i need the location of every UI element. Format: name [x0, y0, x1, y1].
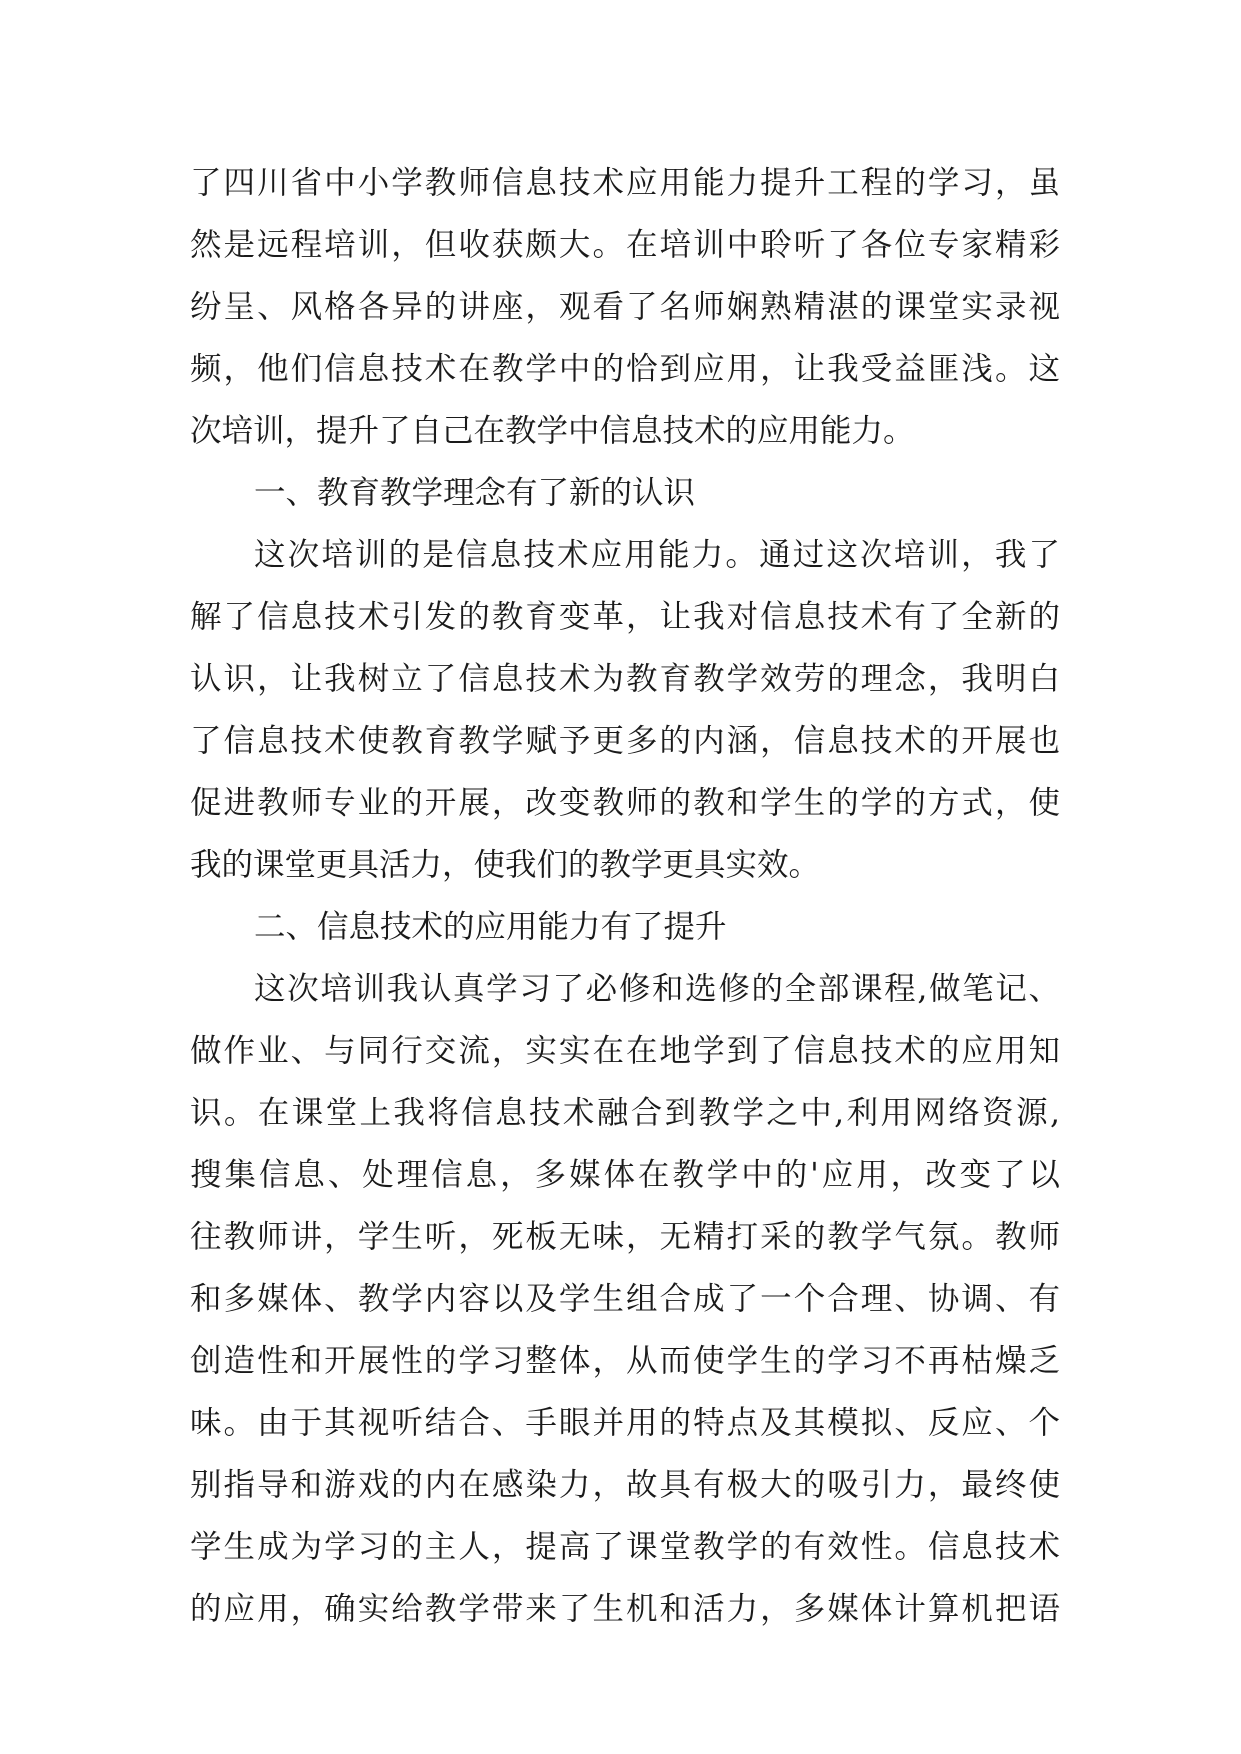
text-line: 别指导和游戏的内在感染力，故具有极大的吸引力，最终使 — [190, 1467, 1060, 1503]
text-line: 往教师讲，学生听，死板无味，无精打采的教学气氛。教师 — [190, 1219, 1060, 1255]
text-line: 次培训，提升了自己在教学中信息技术的应用能力。 — [190, 413, 915, 449]
text-line: 认识，让我树立了信息技术为教育教学效劳的理念，我明白 — [190, 661, 1060, 697]
text-line: 这次培训我认真学习了必修和选修的全部课程,做笔记、 — [254, 971, 1060, 1007]
text-line: 的应用，确实给教学带来了生机和活力，多媒体计算机把语 — [190, 1591, 1060, 1627]
text-line: 然是远程培训，但收获颇大。在培训中聆听了各位专家精彩 — [190, 227, 1060, 263]
text-line: 解了信息技术引发的教育变革，让我对信息技术有了全新的 — [190, 599, 1060, 635]
text-line: 味。由于其视听结合、手眼并用的特点及其模拟、反应、个 — [190, 1405, 1060, 1441]
text-line: 识。在课堂上我将信息技术融合到教学之中,利用网络资源, — [190, 1095, 1060, 1131]
text-line: 学生成为学习的主人，提高了课堂教学的有效性。信息技术 — [190, 1529, 1060, 1565]
text-line: 促进教师专业的开展，改变教师的教和学生的学的方式，使 — [190, 785, 1060, 821]
section-heading: 二、信息技术的应用能力有了提升 — [254, 909, 727, 945]
text-line: 搜集信息、处理信息，多媒体在教学中的'应用，改变了以 — [190, 1157, 1060, 1193]
text-line: 了四川省中小学教师信息技术应用能力提升工程的学习，虽 — [190, 165, 1060, 201]
document-body — [190, 152, 1060, 1640]
section-heading: 一、教育教学理念有了新的认识 — [254, 475, 696, 511]
text-line: 和多媒体、教学内容以及学生组合成了一个合理、协调、有 — [190, 1281, 1060, 1317]
text-line: 这次培训的是信息技术应用能力。通过这次培训，我了 — [254, 537, 1060, 573]
text-line: 我的课堂更具活力，使我们的教学更具实效。 — [190, 847, 821, 883]
text-line: 纷呈、风格各异的讲座，观看了名师娴熟精湛的课堂实录视 — [190, 289, 1060, 325]
text-line: 做作业、与同行交流，实实在在地学到了信息技术的应用知 — [190, 1033, 1060, 1069]
text-line: 创造性和开展性的学习整体，从而使学生的学习不再枯燥乏 — [190, 1343, 1060, 1379]
text-line: 频，他们信息技术在教学中的恰到应用，让我受益匪浅。这 — [190, 351, 1060, 387]
text-line: 了信息技术使教育教学赋予更多的内涵，信息技术的开展也 — [190, 723, 1060, 759]
